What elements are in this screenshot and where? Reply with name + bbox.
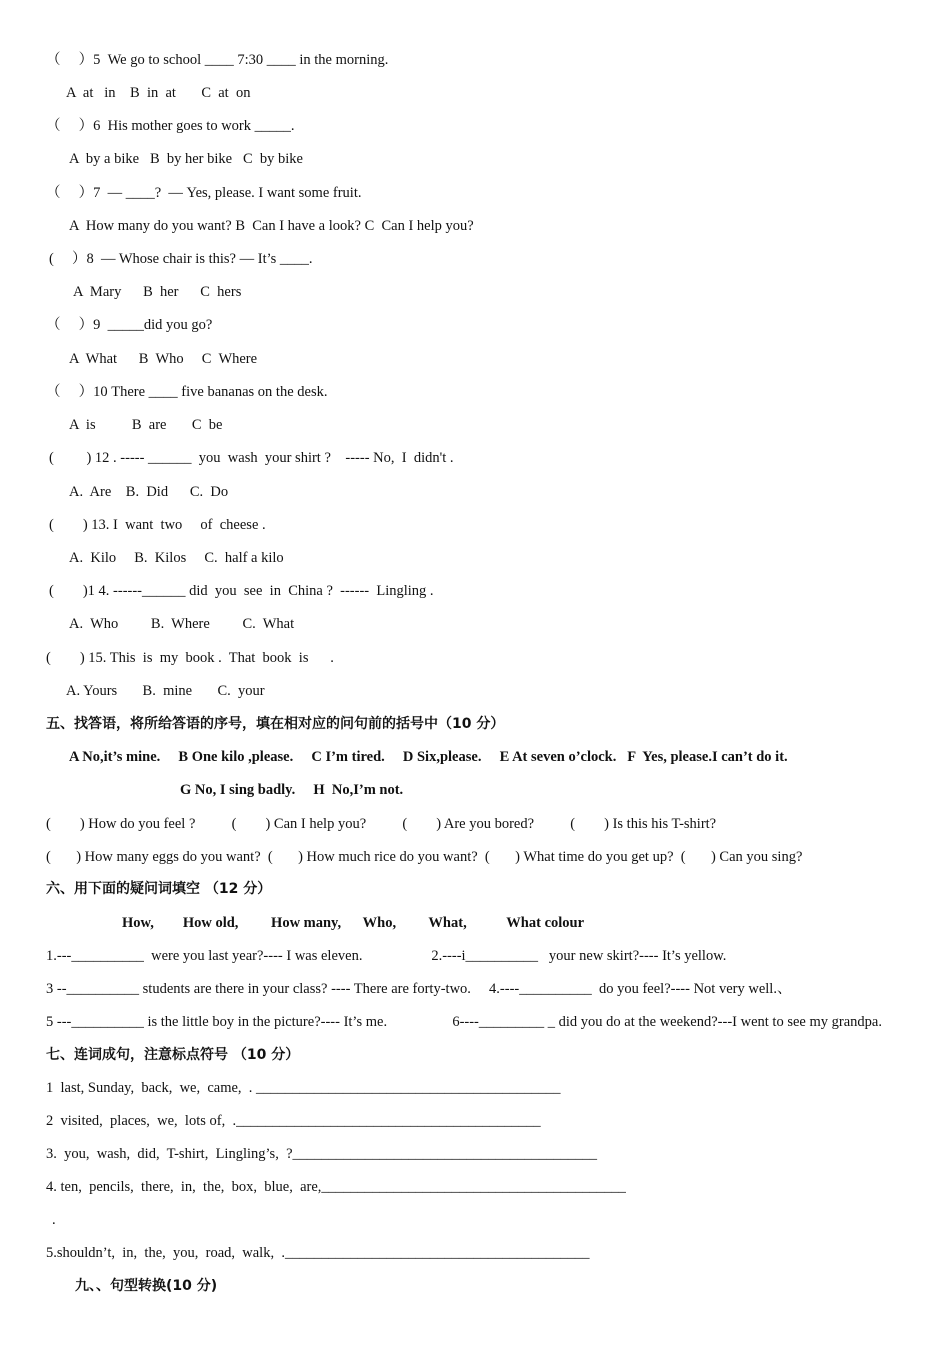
question-7-options: A How many do you want? B Can I have a look? C Can I help you?	[69, 218, 474, 234]
question-15: ( ) 15. This is my book . That book is .	[46, 650, 334, 666]
section-7-item-1: 1 last, Sunday, back, we, came, . __________________________________________	[46, 1080, 561, 1096]
question-14-options: A. Who B. Where C. What	[69, 616, 295, 632]
question-6-options: A by a bike B by her bike C by bike	[69, 151, 303, 167]
question-7: （ ）7 — ____? — Yes, please. I want some fruit.	[46, 185, 362, 201]
question-9-options: A What B Who C Where	[69, 351, 258, 367]
question-13-options: A. Kilo B. Kilos C. half a kilo	[69, 550, 284, 566]
question-13: ( ) 13. I want two of cheese .	[49, 517, 266, 533]
section-7-item-2: 2 visited, places, we, lots of, .__________________________________________	[46, 1113, 541, 1129]
section-7-item-3: 3. you, wash, did, T-shirt, Lingling’s, ?__________________________________________	[46, 1146, 597, 1162]
section-9-heading: 九、、句型转换(10 分)	[75, 1278, 218, 1294]
question-5: （ ）5 We go to school ____ 7:30 ____ in the morning.	[46, 52, 389, 68]
question-9: （ ）9 _____did you go?	[46, 317, 213, 333]
section-7-item-5: 5.shouldn’t, in, the, you, road, walk, .__________________________________________	[46, 1245, 590, 1261]
question-10-options: A is B are C be	[69, 417, 223, 433]
section-5-questions-row-1: ( ) How do you feel ? ( ) Can I help you? ( ) Are you bored? ( ) Is this his T-shirt?	[46, 816, 717, 832]
section-5-heading: 五、找答语，将所给答语的序号，填在相对应的问句前的括号中（10 分）	[46, 716, 505, 732]
section-7-item-4-continuation: .	[52, 1212, 56, 1228]
question-8: ( ）8 — Whose chair is this? — It’s ____.	[49, 251, 313, 267]
section-6-row-1: 1.---__________ were you last year?---- I was eleven. 2.----i__________ your new skirt?---- It’s yellow.	[46, 948, 727, 964]
question-8-options: A Mary B her C hers	[73, 284, 242, 300]
question-10: （ ）10 There ____ five bananas on the desk.	[46, 384, 328, 400]
question-15-options: A. Yours B. mine C. your	[66, 683, 265, 699]
section-5-answers-row-2: G No, I sing badly. H No,I’m not.	[180, 782, 404, 798]
question-12: ( ) 12 . ----- ______ you wash your shirt ? ----- No, I didn't .	[49, 450, 454, 466]
question-6: （ ）6 His mother goes to work _____.	[46, 118, 295, 134]
section-6-heading: 六、用下面的疑问词填空 （12 分）	[46, 881, 272, 897]
question-5-options: A at in B in at C at on	[66, 85, 251, 101]
question-12-options: A. Are B. Did C. Do	[69, 484, 229, 500]
question-14: ( )1 4. ------______ did you see in China ? ------ Lingling .	[49, 583, 434, 599]
section-6-word-bank: How, How old, How many, Who, What, What colour	[122, 915, 585, 931]
section-7-heading: 七、连词成句，注意标点符号 （10 分）	[46, 1047, 300, 1063]
section-6-row-2: 3 --__________ students are there in your class? ---- There are forty-two. 4.----__________ do you feel?---- Not very well.、	[46, 981, 792, 997]
section-5-questions-row-2: ( ) How many eggs do you want? ( ) How much rice do you want? ( ) What time do you get up? ( ) Can you sing?	[46, 849, 803, 865]
section-7-item-4: 4. ten, pencils, there, in, the, box, blue, are,__________________________________________	[46, 1179, 626, 1195]
section-5-answers-row-1: A No,it’s mine. B One kilo ,please. C I’m tired. D Six,please. E At seven o’clock. F Yes, please.I can’t do it.	[69, 749, 788, 765]
section-6-row-3: 5 ---__________ is the little boy in the picture?---- It’s me. 6----_________ _ did you do at the weekend?---I went to see my grandpa.	[46, 1014, 882, 1030]
